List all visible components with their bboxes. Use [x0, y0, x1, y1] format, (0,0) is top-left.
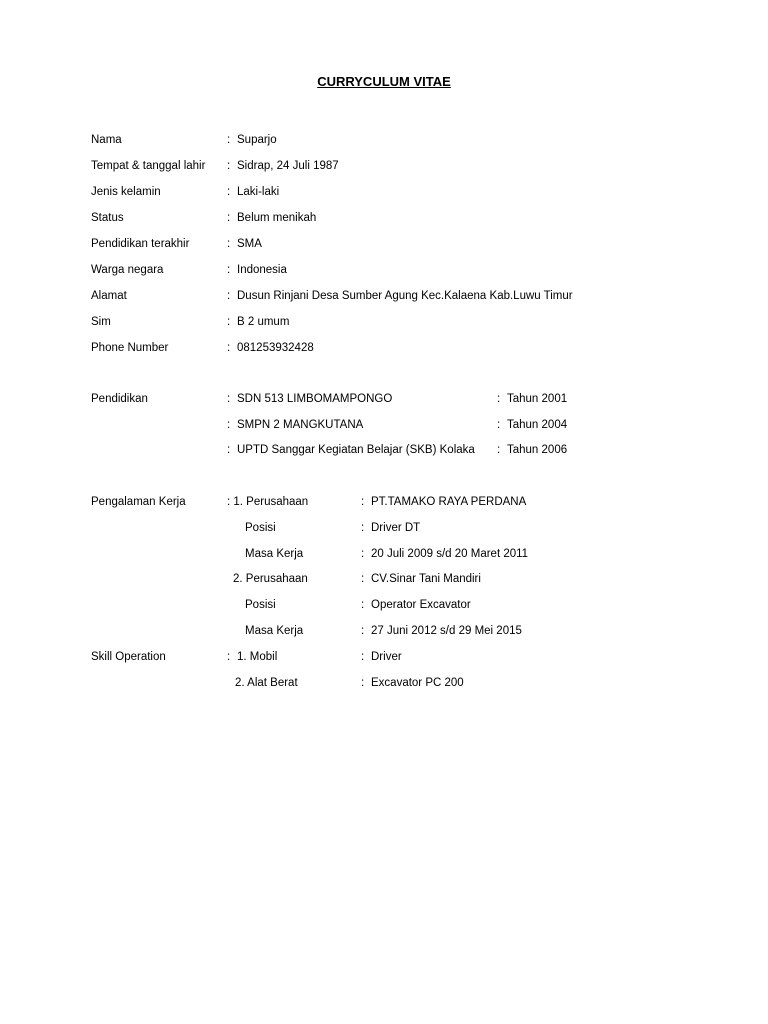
- field-separator: :: [227, 264, 231, 276]
- field-value: Dusun Rinjani Desa Sumber Agung Kec.Kalaena Kab.Luwu Timur: [237, 290, 573, 302]
- field-label: Sim: [91, 316, 111, 328]
- field-separator: :: [227, 290, 231, 302]
- field-separator: :: [227, 419, 231, 431]
- field-label: Nama: [91, 134, 122, 146]
- field-label: Warga negara: [91, 264, 164, 276]
- skill-row-label: 1. Mobil: [237, 651, 278, 663]
- field-separator: :: [361, 651, 365, 663]
- year-separator: :: [497, 444, 501, 456]
- skill-row-label: 2. Alat Berat: [235, 677, 298, 689]
- field-separator: :: [361, 548, 365, 560]
- field-separator: :: [227, 238, 231, 250]
- field-separator: :: [361, 522, 365, 534]
- field-separator: :: [227, 316, 231, 328]
- field-separator: :: [361, 599, 365, 611]
- field-value: Sidrap, 24 Juli 1987: [237, 160, 339, 172]
- school-year: Tahun 2001: [507, 393, 568, 405]
- field-value: Indonesia: [237, 264, 287, 276]
- field-value: 20 Juli 2009 s/d 20 Maret 2011: [371, 548, 529, 560]
- field-label: Jenis kelamin: [91, 186, 161, 198]
- field-separator: :: [361, 625, 365, 637]
- year-separator: :: [497, 419, 501, 431]
- field-separator: :: [227, 651, 231, 663]
- field-separator: :: [227, 212, 231, 224]
- field-value: B 2 umum: [237, 316, 290, 328]
- field-value: Belum menikah: [237, 212, 317, 224]
- work-row-label: Posisi: [245, 522, 276, 534]
- field-label: Phone Number: [91, 342, 169, 354]
- work-row-label: : 1. Perusahaan: [227, 496, 309, 508]
- field-value: SMA: [237, 238, 262, 250]
- field-value: CV.Sinar Tani Mandiri: [371, 573, 481, 585]
- field-value: 27 Juni 2012 s/d 29 Mei 2015: [371, 625, 522, 637]
- field-separator: :: [227, 393, 231, 405]
- field-value: 081253932428: [237, 342, 314, 354]
- field-separator: :: [227, 444, 231, 456]
- field-label: Tempat & tanggal lahir: [91, 160, 206, 172]
- field-value: Operator Excavator: [371, 599, 471, 611]
- work-row-label: Posisi: [245, 599, 276, 611]
- work-label: Pengalaman Kerja: [91, 496, 186, 508]
- title-text: CURRYCULUM VITAE: [317, 74, 451, 89]
- document-title: [0, 74, 768, 89]
- field-label: Pendidikan terakhir: [91, 238, 190, 250]
- field-label: Alamat: [91, 290, 127, 302]
- school-name: SMPN 2 MANGKUTANA: [237, 419, 364, 431]
- school-name: UPTD Sanggar Kegiatan Belajar (SKB) Kolaka: [237, 444, 475, 456]
- field-separator: :: [361, 573, 365, 585]
- school-year: Tahun 2004: [507, 419, 568, 431]
- year-separator: :: [497, 393, 501, 405]
- field-value: Driver DT: [371, 522, 421, 534]
- work-row-label: Masa Kerja: [245, 625, 304, 637]
- field-separator: :: [227, 134, 231, 146]
- field-value: Suparjo: [237, 134, 277, 146]
- field-value: Driver: [371, 651, 402, 663]
- field-separator: :: [227, 186, 231, 198]
- field-value: PT.TAMAKO RAYA PERDANA: [371, 496, 527, 508]
- school-year: Tahun 2006: [507, 444, 568, 456]
- field-separator: :: [361, 496, 365, 508]
- field-separator: :: [227, 342, 231, 354]
- field-separator: :: [361, 677, 365, 689]
- skill-label: Skill Operation: [91, 651, 166, 663]
- field-label: Status: [91, 212, 124, 224]
- field-value: Excavator PC 200: [371, 677, 464, 689]
- work-row-label: 2. Perusahaan: [233, 573, 308, 585]
- school-name: SDN 513 LIMBOMAMPONGO: [237, 393, 393, 405]
- field-value: Laki-laki: [237, 186, 280, 198]
- education-label: Pendidikan: [91, 393, 148, 405]
- work-row-label: Masa Kerja: [245, 548, 304, 560]
- field-separator: :: [227, 160, 231, 172]
